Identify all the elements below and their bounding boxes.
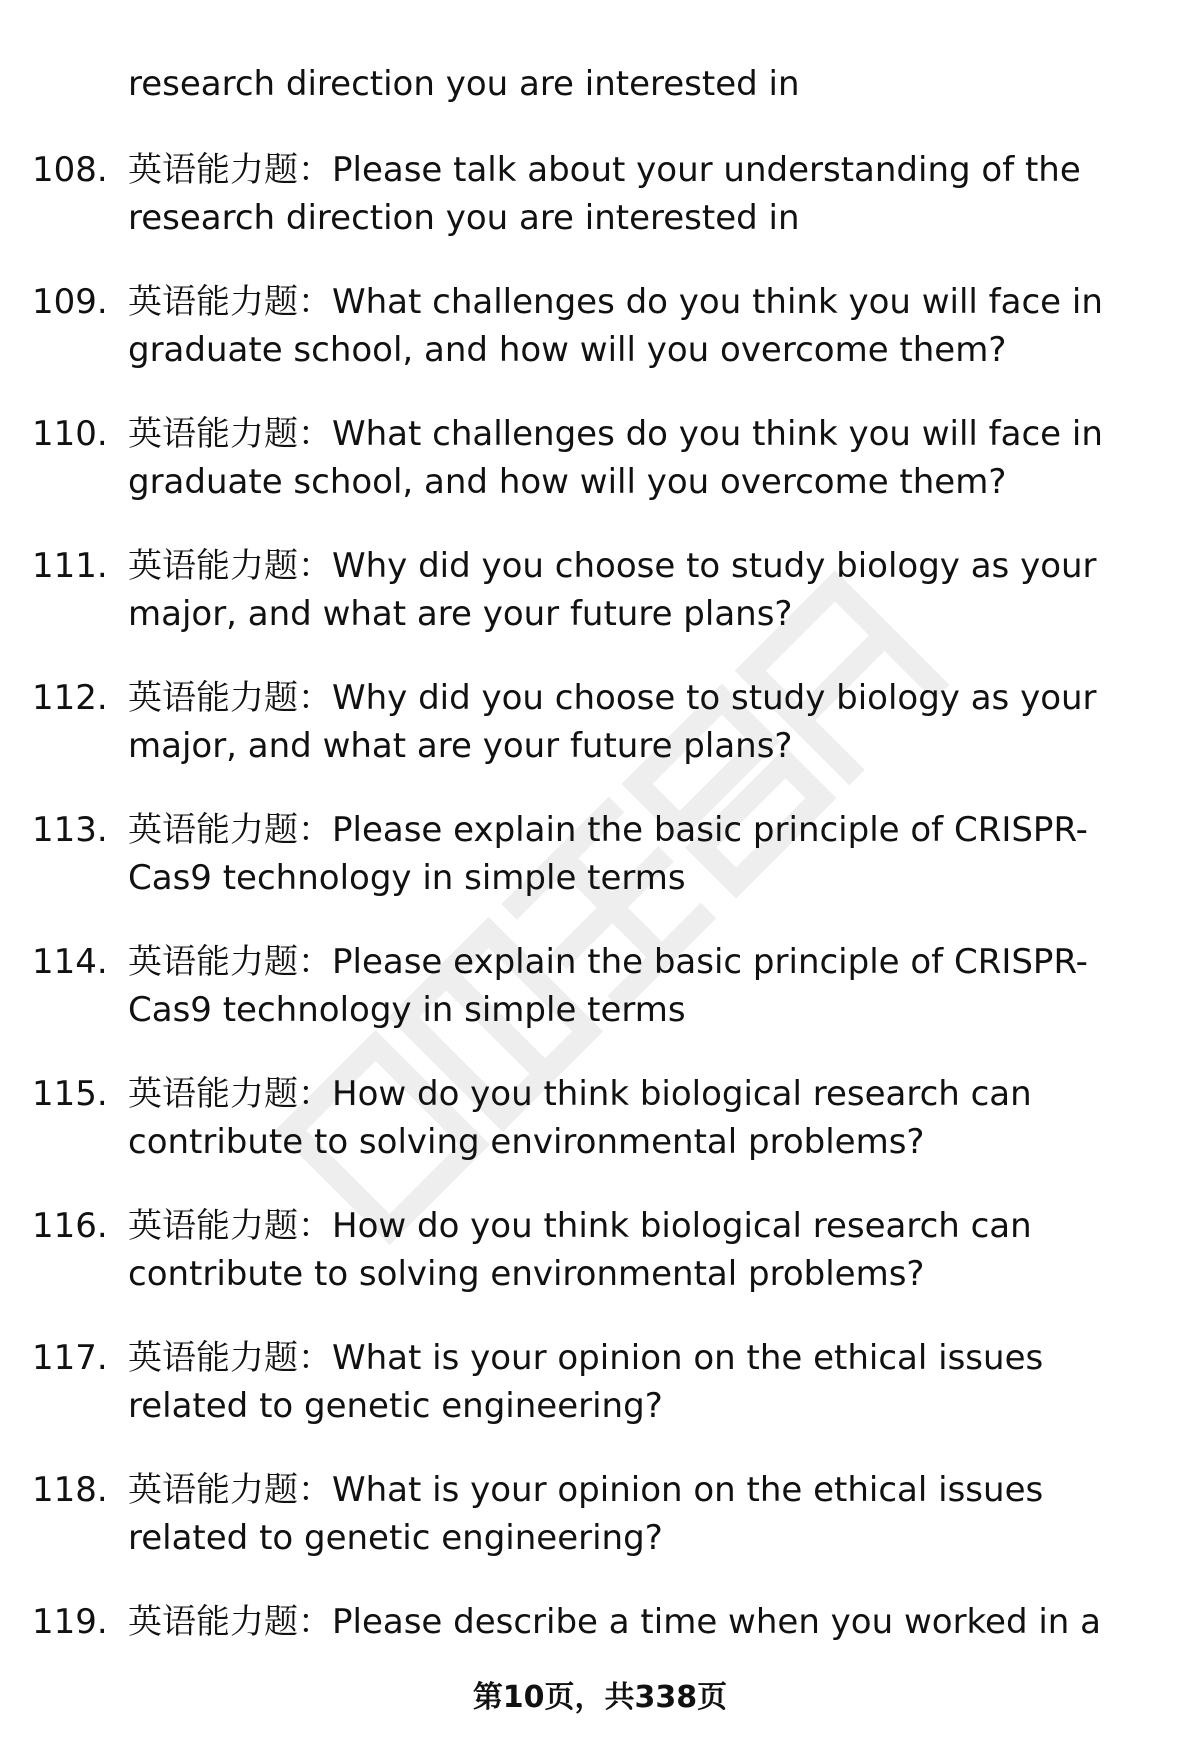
question-line-2: contribute to solving environmental problems? xyxy=(128,1122,925,1162)
question-number: 118. xyxy=(32,1470,108,1510)
question-number: 110. xyxy=(32,414,108,454)
question-line-2: research direction you are interested in xyxy=(128,198,800,238)
question-line-2: related to genetic engineering? xyxy=(128,1518,663,1558)
question-text xyxy=(128,806,1148,902)
question-item xyxy=(0,1334,1200,1466)
question-category-label: 英语能力题： xyxy=(128,1470,332,1510)
question-list xyxy=(0,146,1200,1730)
question-category-label: 英语能力题： xyxy=(128,546,332,586)
question-category-label: 英语能力题： xyxy=(128,810,332,850)
question-line-1 xyxy=(128,146,1148,194)
question-number: 117. xyxy=(32,1338,108,1378)
question-number: 111. xyxy=(32,546,108,586)
question-text xyxy=(128,1598,1148,1646)
question-item xyxy=(0,938,1200,1070)
question-line-2: contribute to solving environmental problems? xyxy=(128,1254,925,1294)
question-line-2: Cas9 technology in simple terms xyxy=(128,858,686,898)
question-text xyxy=(128,278,1148,374)
question-item xyxy=(0,542,1200,674)
question-line-1-text: Why did you choose to study biology as your xyxy=(332,678,1097,718)
question-text xyxy=(128,146,1148,242)
question-item xyxy=(0,1202,1200,1334)
question-number: 116. xyxy=(32,1206,108,1246)
question-category-label: 英语能力题： xyxy=(128,414,332,454)
question-line-1-text: How do you think biological research can xyxy=(332,1074,1032,1114)
question-line-2: related to genetic engineering? xyxy=(128,1386,663,1426)
question-line-1-text: What is your opinion on the ethical issues xyxy=(332,1338,1044,1378)
question-number: 112. xyxy=(32,678,108,718)
question-line-1-text: What challenges do you think you will face in xyxy=(332,282,1103,322)
question-line-2: graduate school, and how will you overcome them? xyxy=(128,462,1007,502)
question-item xyxy=(0,806,1200,938)
question-text xyxy=(128,542,1148,638)
question-number: 113. xyxy=(32,810,108,850)
question-line-1-text: How do you think biological research can xyxy=(332,1206,1032,1246)
question-number: 114. xyxy=(32,942,108,982)
question-item xyxy=(0,278,1200,410)
question-line-1 xyxy=(128,542,1148,590)
question-line-1-text: Please explain the basic principle of CRISPR- xyxy=(332,942,1088,982)
question-line-2: Cas9 technology in simple terms xyxy=(128,990,686,1030)
question-text xyxy=(128,410,1148,506)
question-text xyxy=(128,938,1148,1034)
question-number: 119. xyxy=(32,1602,108,1642)
question-number: 115. xyxy=(32,1074,108,1114)
question-line-2: major, and what are your future plans? xyxy=(128,726,793,766)
question-category-label: 英语能力题： xyxy=(128,678,332,718)
question-line-1-text: Please explain the basic principle of CRISPR- xyxy=(332,810,1088,850)
question-line-1 xyxy=(128,1202,1148,1250)
continuation-line: research direction you are interested in xyxy=(128,64,800,104)
question-category-label: 英语能力题： xyxy=(128,1074,332,1114)
question-line-1 xyxy=(128,806,1148,854)
question-item xyxy=(0,146,1200,278)
question-category-label: 英语能力题： xyxy=(128,150,332,190)
question-category-label: 英语能力题： xyxy=(128,942,332,982)
question-item xyxy=(0,1070,1200,1202)
question-line-2: major, and what are your future plans? xyxy=(128,594,793,634)
question-line-1 xyxy=(128,1070,1148,1118)
question-number: 108. xyxy=(32,150,108,190)
question-text xyxy=(128,1070,1148,1166)
question-line-1 xyxy=(128,938,1148,986)
question-item xyxy=(0,674,1200,806)
question-line-1 xyxy=(128,1334,1148,1382)
question-line-1 xyxy=(128,278,1148,326)
question-item xyxy=(0,410,1200,542)
question-line-1-text: Why did you choose to study biology as your xyxy=(332,546,1097,586)
question-text xyxy=(128,1334,1148,1430)
question-number: 109. xyxy=(32,282,108,322)
question-text xyxy=(128,1466,1148,1562)
question-category-label: 英语能力题： xyxy=(128,1338,332,1378)
question-line-1-text: Please talk about your understanding of the xyxy=(332,150,1081,190)
question-line-1 xyxy=(128,1598,1148,1646)
question-line-1-text: Please describe a time when you worked in a xyxy=(332,1602,1101,1642)
question-category-label: 英语能力题： xyxy=(128,1602,332,1642)
question-item xyxy=(0,1466,1200,1598)
question-text xyxy=(128,674,1148,770)
question-line-1 xyxy=(128,1466,1148,1514)
question-line-2: graduate school, and how will you overcome them? xyxy=(128,330,1007,370)
question-text xyxy=(128,1202,1148,1298)
question-line-1-text: What is your opinion on the ethical issues xyxy=(332,1470,1044,1510)
question-line-1 xyxy=(128,674,1148,722)
question-line-1-text: What challenges do you think you will face in xyxy=(332,414,1103,454)
page-footer: 第10页，共338页 xyxy=(472,1680,728,1715)
question-category-label: 英语能力题： xyxy=(128,282,332,322)
question-category-label: 英语能力题： xyxy=(128,1206,332,1246)
question-line-1 xyxy=(128,410,1148,458)
